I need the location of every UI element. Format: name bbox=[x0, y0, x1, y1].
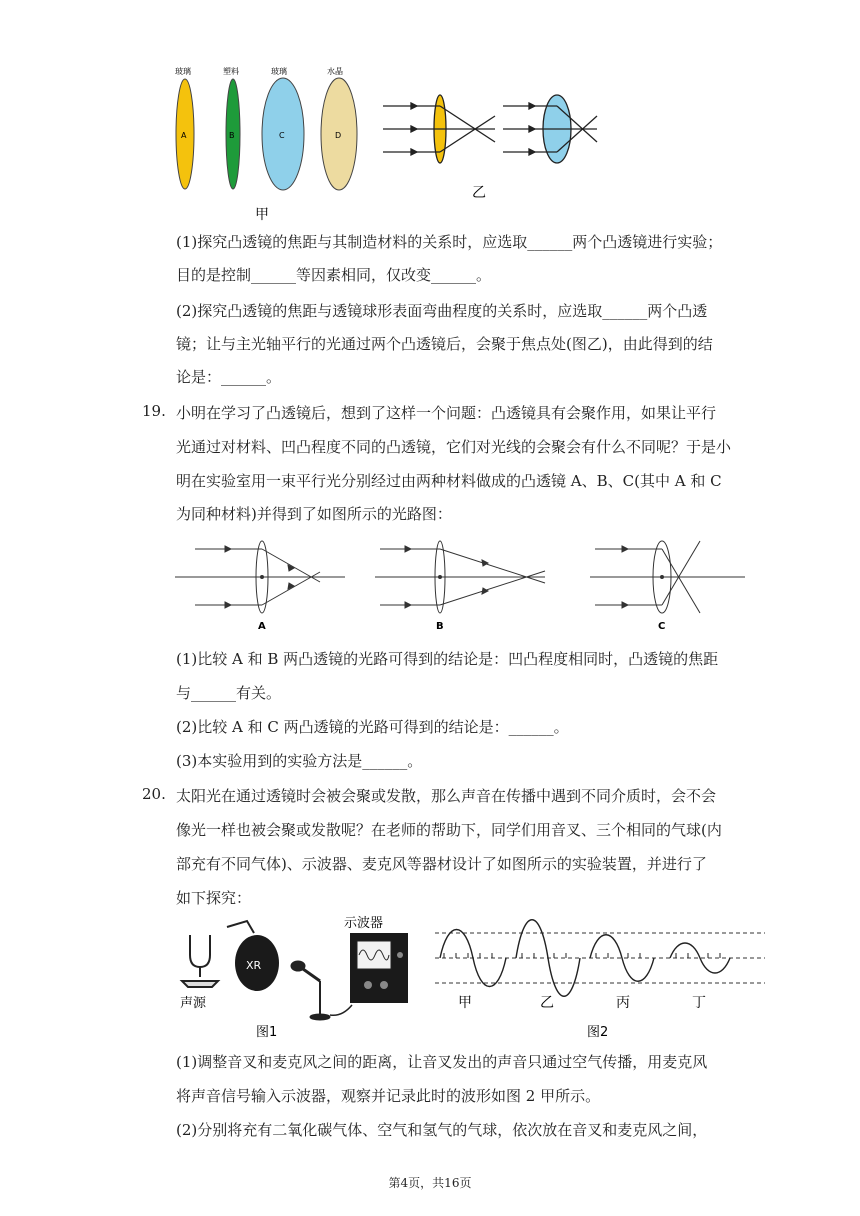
q20-p1-line1: (1)调整音叉和麦克风之间的距离，让音叉发出的声音只通过空气传播，用麦克风 bbox=[176, 1053, 708, 1071]
q20-line4: 如下探究： bbox=[176, 889, 252, 907]
lens-label-a: 玻璃 bbox=[175, 67, 191, 76]
lens-letter-c: C bbox=[279, 131, 285, 140]
oscilloscope-icon bbox=[350, 933, 408, 1003]
ray-diagram-thin-lens bbox=[383, 95, 495, 163]
lens-label-c: 玻璃 bbox=[271, 67, 287, 76]
q20-p1-line2: 将声音信号输入示波器，观察并记录此时的波形如图 2 甲所示。 bbox=[176, 1087, 601, 1105]
fig1-oscilloscope-label: 示波器 bbox=[344, 916, 384, 931]
q19-p1-line1: (1)比较 A 和 B 两凸透镜的光路可得到的结论是：凹凸程度相同时，凸透镜的焦距 bbox=[176, 650, 719, 668]
tuning-fork-icon bbox=[182, 935, 218, 987]
fig1-caption: 图1 bbox=[256, 1025, 278, 1040]
q18-p2-line2: 镜；让与主光轴平行的光通过两个凸透镜后，会聚于焦点处(图乙)，由此得到的结 bbox=[176, 335, 713, 353]
lens-letter-a: A bbox=[181, 131, 187, 140]
q20-p2-line1: (2)分别将充有二氧化碳气体、空气和氢气的气球，依次放在音叉和麦克风之间， bbox=[176, 1121, 708, 1139]
caption-yi: 乙 bbox=[472, 185, 486, 201]
lens-letter-b: B bbox=[229, 131, 235, 140]
q19-number: 19. bbox=[142, 402, 166, 420]
waveform-label-ding: 丁 bbox=[692, 995, 706, 1011]
q20-line3: 部充有不同气体)、示波器、麦克风等器材设计了如图所示的实验装置，并进行了 bbox=[176, 855, 707, 873]
q18-p1-line1: (1)探究凸透镜的焦距与其制造材料的关系时，应选取______两个凸透镜进行实验； bbox=[176, 233, 723, 251]
q18-p1-line2: 目的是控制______等因素相同，仅改变______。 bbox=[176, 266, 492, 284]
lens-letter-d: D bbox=[335, 131, 342, 140]
fig1-source-label: 声源 bbox=[180, 996, 207, 1011]
lens-label-b: 塑料 bbox=[223, 67, 239, 76]
balloon-icon bbox=[227, 921, 279, 991]
q19-ray-figure bbox=[170, 535, 750, 635]
caption-jia: 甲 bbox=[255, 207, 269, 223]
q19-line3: 明在实验室用一束平行光分别经过由两种材料做成的凸透镜 A、B、C(其中 A 和 C bbox=[176, 472, 722, 490]
lens-label-d: 水晶 bbox=[327, 67, 343, 76]
q20-line1: 太阳光在通过透镜时会被会聚或发散，那么声音在传播中遇到不同介质时，会不会 bbox=[176, 787, 717, 805]
q20-waveform-figure bbox=[430, 915, 770, 1040]
page-footer: 第4页，共16页 bbox=[388, 1176, 472, 1190]
microphone-icon bbox=[291, 961, 352, 1020]
q19-p2: (2)比较 A 和 C 两凸透镜的光路可得到的结论是：______。 bbox=[176, 718, 569, 736]
q18-p2-line3: 论是：______。 bbox=[176, 368, 282, 386]
svg-text:XR: XR bbox=[246, 959, 262, 972]
q19-line4: 为同种材料)并得到了如图所示的光路图： bbox=[176, 505, 452, 523]
q19-fig-label-c: C bbox=[658, 621, 666, 632]
waveform-label-yi: 乙 bbox=[540, 995, 554, 1011]
q19-fig-label-b: B bbox=[436, 621, 444, 632]
q20-apparatus-figure bbox=[172, 915, 422, 1040]
q20-line2: 像光一样也被会聚或发散呢？在老师的帮助下，同学们用音叉、三个相同的气球(内 bbox=[176, 821, 722, 839]
q18-p2-line1: (2)探究凸透镜的焦距与透镜球形表面弯曲程度的关系时，应选取______两个凸透 bbox=[176, 302, 708, 320]
waveform-ding bbox=[670, 943, 730, 973]
q19-fig-label-a: A bbox=[258, 621, 266, 632]
fig2-caption: 图2 bbox=[587, 1025, 609, 1040]
q19-p3: (3)本实验用到的实验方法是______。 bbox=[176, 752, 423, 770]
lens-figure-top bbox=[165, 62, 615, 227]
q19-line1: 小明在学习了凸透镜后，想到了这样一个问题：凸透镜具有会聚作用，如果让平行 bbox=[176, 404, 717, 422]
ray-diagram-thick-lens bbox=[503, 95, 597, 163]
waveform-label-bing: 丙 bbox=[616, 995, 630, 1011]
q19-line2: 光通过对材料、凹凸程度不同的凸透镜，它们对光线的会聚会有什么不同呢？于是小 bbox=[176, 438, 732, 456]
q19-p1-line2: 与______有关。 bbox=[176, 684, 282, 702]
q20-number: 20. bbox=[142, 785, 166, 803]
waveform-label-jia: 甲 bbox=[458, 995, 472, 1011]
